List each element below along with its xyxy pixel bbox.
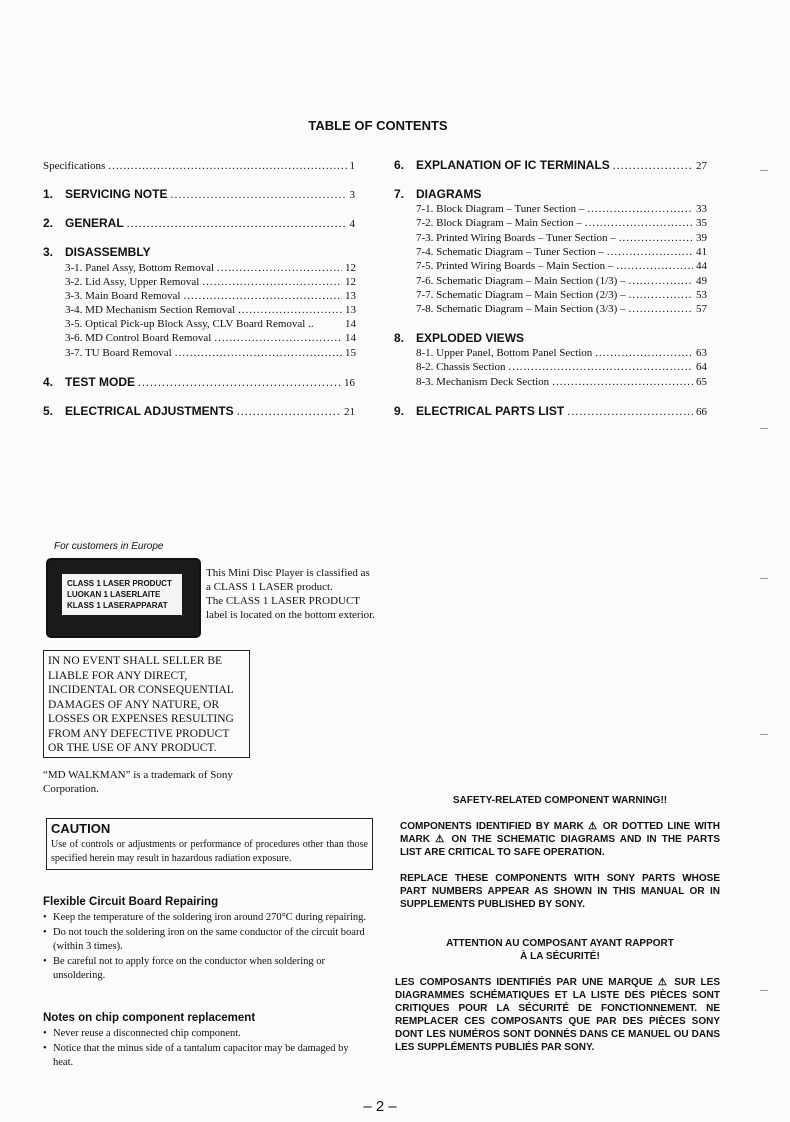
toc-sub-entry[interactable]: 3-1. Panel Assy, Bottom Removal ..... 12: [65, 261, 356, 275]
caution-body: Use of controls or adjustments or performance of procedures other than those specified herein may result in hazardous radiation exposure.: [51, 839, 368, 864]
toc-sub-entry[interactable]: 3-7. TU Board Removal ..... 15: [65, 346, 356, 360]
toc-sub-entry[interactable]: 7-7. Schematic Diagram – Main Section (2/3) – ..... 53: [416, 288, 707, 302]
list-item: • Notice that the minus side of a tantalum capacitor may be damaged by heat.: [43, 1042, 371, 1070]
toc-section-9[interactable]: 9. ELECTRICAL PARTS LIST ..... 66: [394, 404, 707, 419]
chip-heading: Notes on chip component replacement: [43, 1012, 256, 1024]
toc-sub-entry[interactable]: 7-5. Printed Wiring Boards – Main Section – ..... 44: [416, 259, 707, 273]
toc-sub-entry[interactable]: 8-3. Mechanism Deck Section ..... 65: [416, 375, 707, 389]
toc-sub-entry[interactable]: 3-4. MD Mechanism Section Removal ..... 13: [65, 303, 356, 317]
toc-sub-entry[interactable]: 8-1. Upper Panel, Bottom Panel Section ..... 63: [416, 346, 707, 360]
trademark-notice: “MD WALKMAN” is a trademark of Sony Corporation.: [43, 769, 233, 795]
toc-section-6[interactable]: 6. EXPLANATION OF IC TERMINALS ..... 27: [394, 158, 707, 173]
list-item: • Keep the temperature of the soldering iron around 270°C during repairing.: [43, 911, 371, 925]
toc-sub-entry[interactable]: 7-3. Printed Wiring Boards – Tuner Section – ..... 39: [416, 231, 707, 245]
toc-sub-entry[interactable]: 7-1. Block Diagram – Tuner Section – ..... 33: [416, 202, 707, 216]
safety-fr-heading: ATTENTION AU COMPOSANT AYANT RAPPORT À LA SÉCURITÉ!: [446, 938, 674, 962]
list-item: • Be careful not to apply force on the conductor when soldering or unsoldering.: [43, 955, 371, 983]
toc-sub-entry[interactable]: 7-6. Schematic Diagram – Main Section (1/3) – ..... 49: [416, 274, 707, 288]
europe-caption: For customers in Europe: [54, 541, 164, 552]
safety-fr-para: LES COMPOSANTS IDENTIFIÉS PAR UNE MARQUE ⚠ SUR LES DIAGRAMMES SCHÉMATIQUES ET LA LISTE DES PIÈCES SONT CRITIQUES POUR LA SÉCURITÉ DE FONCTIONNEMENT. NE REMPLACER CES COMPOSANTS QUE PAR DES PIÈCES SONY DONT LES NUMÉROS SONT DONNÉS DANS CE MANUEL OU DANS LES SUPPLÉMENTS PUBLIÉS PAR SONY.: [395, 977, 720, 1053]
safety-para-2: REPLACE THESE COMPONENTS WITH SONY PARTS WHOSE PART NUMBERS APPEAR AS SHOWN IN THIS MANUAL OR IN SUPPLEMENTS PUBLISHED BY SONY.: [400, 873, 720, 910]
toc-entry-specifications[interactable]: Specifications ..... 1: [43, 159, 355, 173]
margin-mark: [760, 990, 768, 991]
toc-section-8[interactable]: 8. EXPLODED VIEWS: [394, 331, 525, 345]
toc-section-4[interactable]: 4. TEST MODE ..... 16: [43, 375, 355, 390]
toc-sub-entry[interactable]: 8-2. Chassis Section ..... 64: [416, 360, 707, 374]
margin-mark: [760, 578, 768, 579]
page-title: TABLE OF CONTENTS: [308, 118, 448, 133]
toc-sub-entry[interactable]: 3-6. MD Control Board Removal ..... 14: [65, 331, 356, 345]
toc-sub-entry[interactable]: 7-2. Block Diagram – Main Section – ..... 35: [416, 216, 707, 230]
list-item: • Never reuse a disconnected chip component.: [43, 1027, 371, 1041]
flex-board-list: [43, 911, 371, 984]
laser-label-text: CLASS 1 LASER PRODUCT LUOKAN 1 LASERLAITE KLASS 1 LASERAPPARAT: [62, 574, 182, 615]
safety-para-1: COMPONENTS IDENTIFIED BY MARK ⚠ OR DOTTED LINE WITH MARK ⚠ ON THE SCHEMATIC DIAGRAMS AND IN THE PARTS LIST ARE CRITICAL TO SAFE OPERATION.: [400, 821, 720, 858]
toc-section-2[interactable]: 2. GENERAL ..... 4: [43, 216, 355, 231]
page-number: – 2 –: [363, 1098, 397, 1115]
toc-section-3[interactable]: 3. DISASSEMBLY: [43, 245, 151, 259]
caution-title: CAUTION: [51, 821, 111, 836]
margin-mark: [760, 170, 768, 171]
toc-section-7[interactable]: 7. DIAGRAMS: [394, 187, 482, 201]
safety-heading: SAFETY-RELATED COMPONENT WARNING!!: [452, 795, 668, 806]
toc-sub-entry[interactable]: 3-2. Lid Assy, Upper Removal ..... 12: [65, 275, 356, 289]
toc-sub-entry[interactable]: 3-3. Main Board Removal ..... 13: [65, 289, 356, 303]
toc-sub-entry[interactable]: 3-5. Optical Pick-up Block Assy, CLV Board Removal .. 14: [65, 318, 356, 330]
margin-mark: [760, 734, 768, 735]
chip-list: [43, 1027, 371, 1071]
flex-board-heading: Flexible Circuit Board Repairing: [43, 896, 219, 908]
laser-classification-text: This Mini Disc Player is classified as a CLASS 1 LASER product. The CLASS 1 LASER PRODUCT label is located on the bottom exterior.: [206, 567, 375, 621]
toc-section-5[interactable]: 5. ELECTRICAL ADJUSTMENTS ..... 21: [43, 404, 355, 419]
toc-section-1[interactable]: 1. SERVICING NOTE ..... 3: [43, 187, 355, 202]
laser-label-graphic: [46, 558, 201, 638]
margin-mark: [760, 428, 768, 429]
liability-notice: IN NO EVENT SHALL SELLER BE LIABLE FOR ANY DIRECT, INCIDENTAL OR CONSEQUENTIAL DAMAGES OF ANY NATURE, OR LOSSES OR EXPENSES RESULTING FROM ANY DEFECTIVE PRODUCT OR THE USE OF ANY PRODUCT.: [43, 650, 250, 758]
list-item: • Do not touch the soldering iron on the same conductor of the circuit board (within 3 times).: [43, 926, 371, 954]
toc-sub-entry[interactable]: 7-4. Schematic Diagram – Tuner Section – ..... 41: [416, 245, 707, 259]
caution-box: [46, 818, 373, 870]
toc-sub-entry[interactable]: 7-8. Schematic Diagram – Main Section (3/3) – ..... 57: [416, 302, 707, 316]
